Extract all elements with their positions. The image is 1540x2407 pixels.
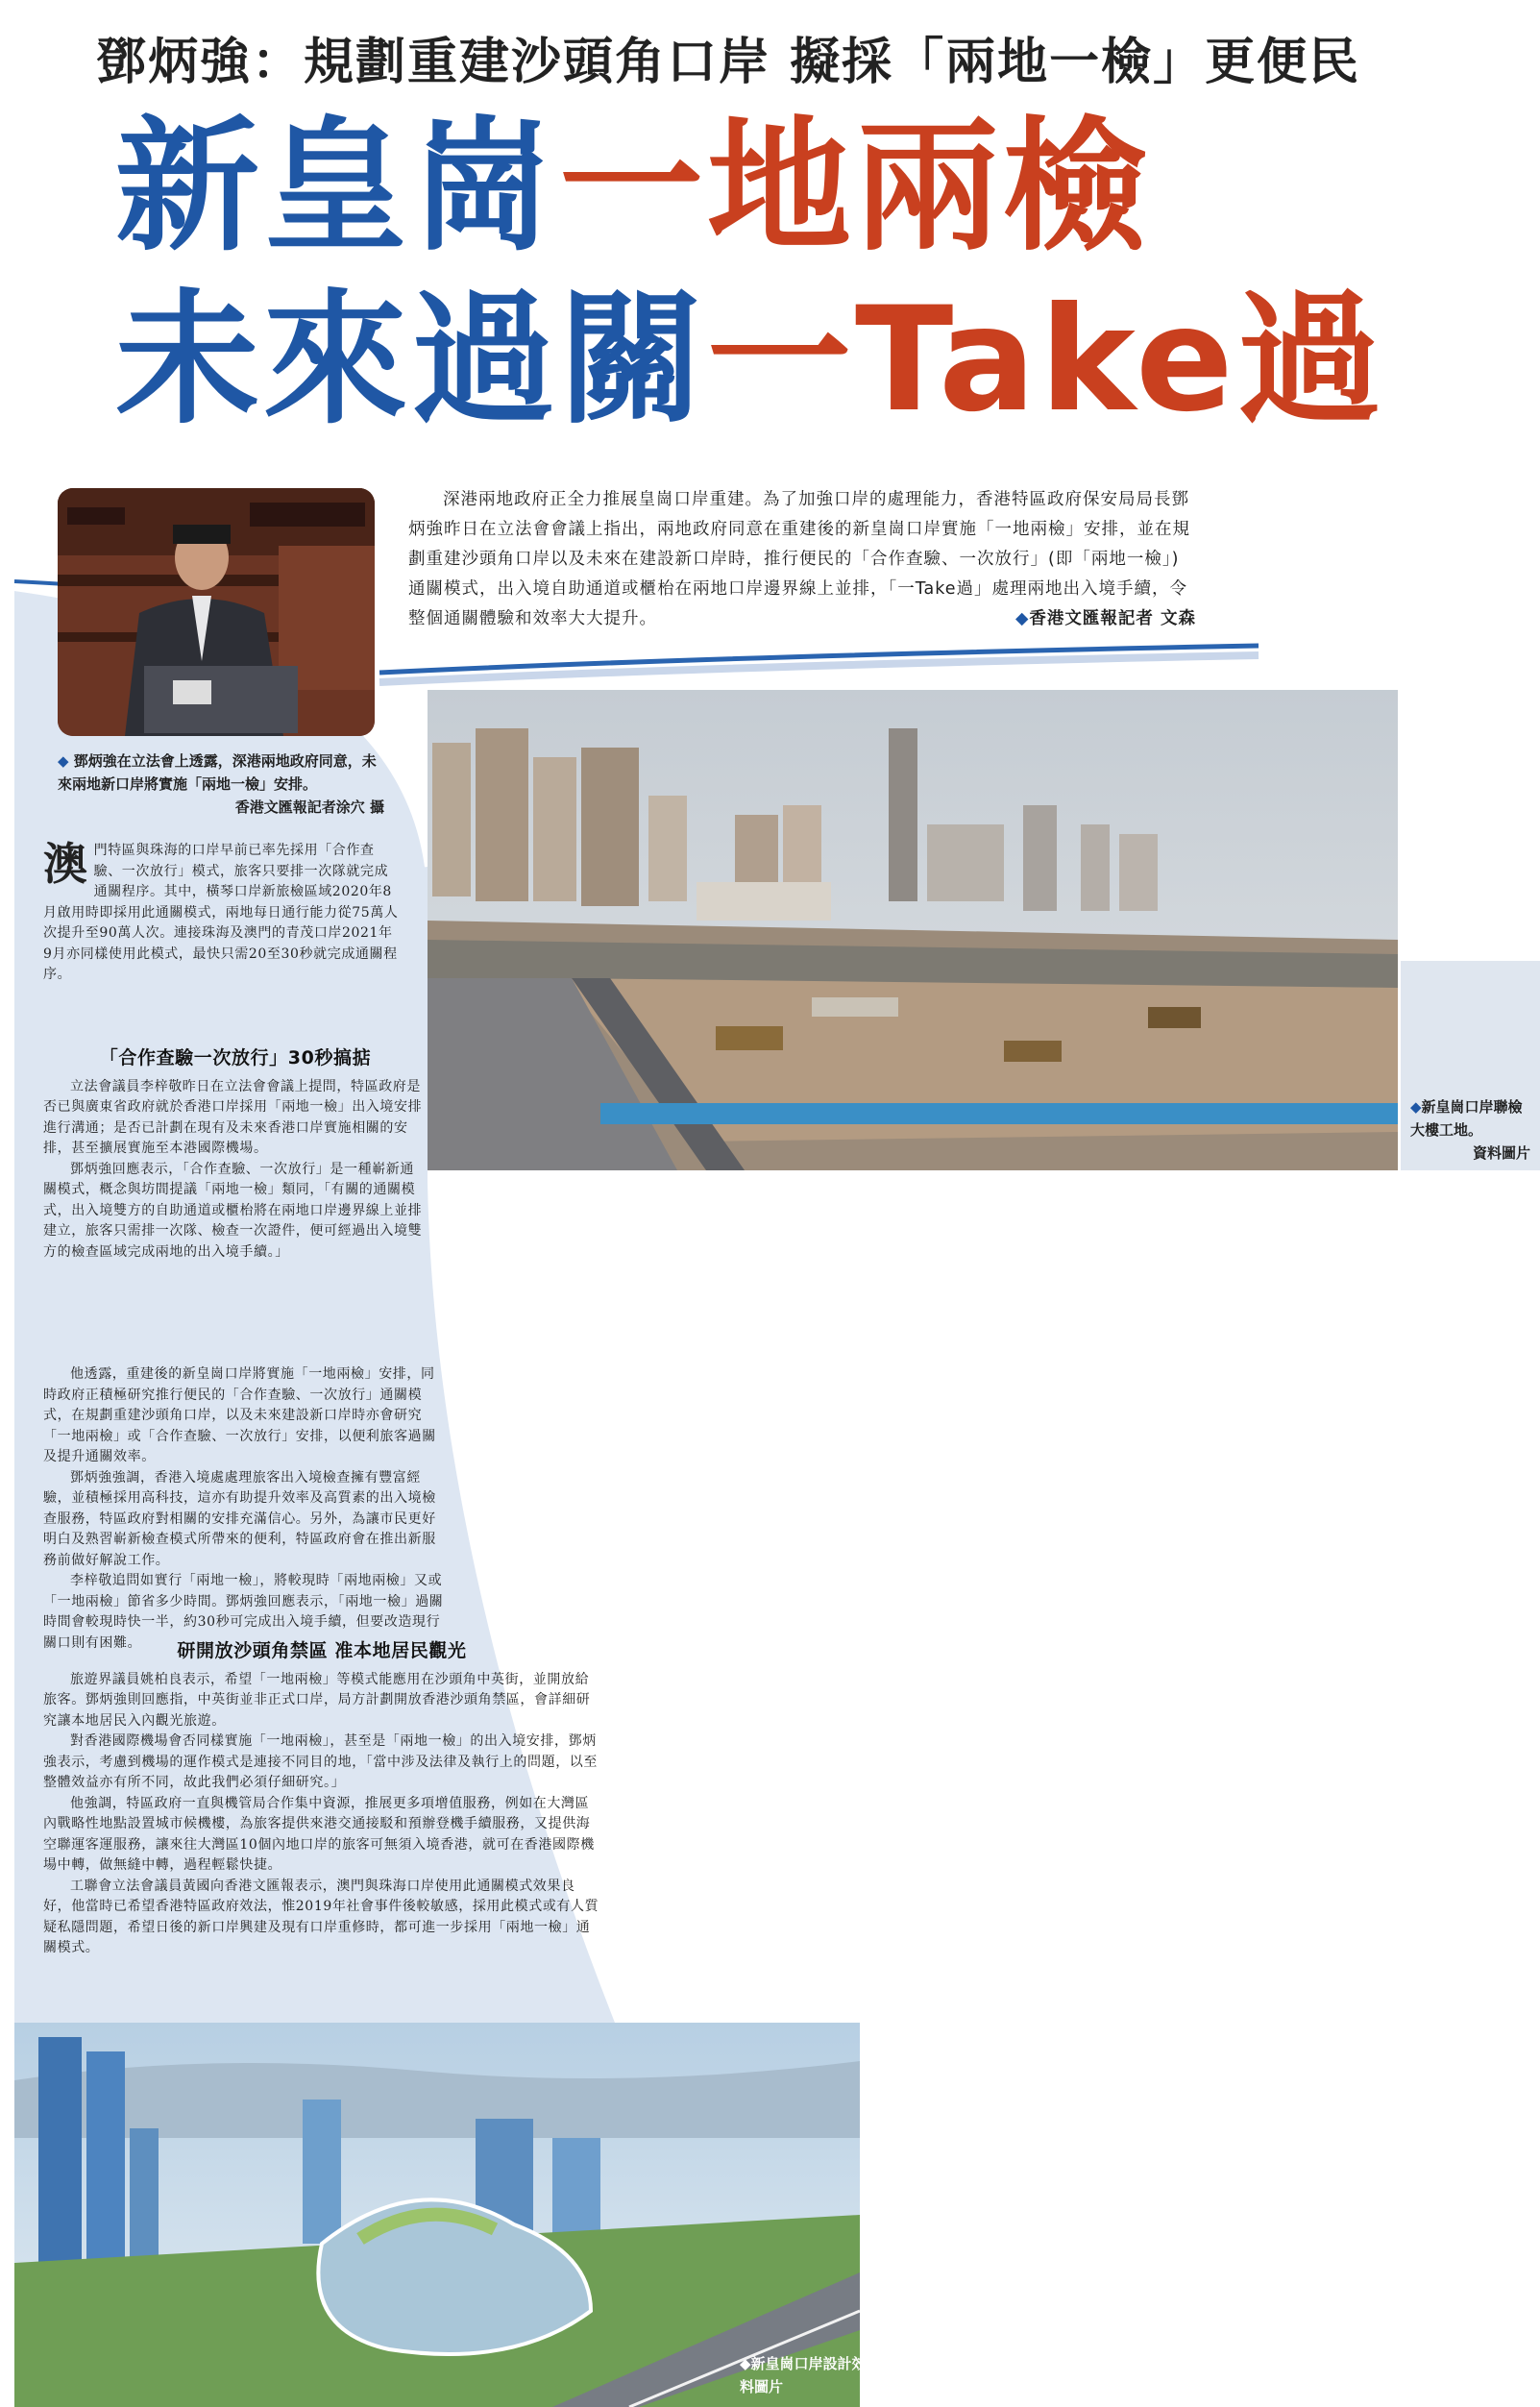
article-paragraph-7: 旅遊界議員姚柏良表示，希望「一地兩檢」等模式能應用在沙頭角中英街，並開放給旅客。鄧炳強則回應指，中英街並非正式口岸，局方計劃開放香港沙頭角禁區，會詳細研究讓本地居民入內觀光旅遊。 <box>43 1671 591 1729</box>
headline-line-1-red: 一地兩檢 <box>559 104 1152 271</box>
byline <box>981 604 1196 634</box>
kicker-headline: 鄧炳強：規劃重建沙頭角口岸 擬採「兩地一檢」更便民 <box>96 34 1361 91</box>
byline-mark: ◆ <box>1014 609 1030 628</box>
article-paragraph-1-text: 門特區與珠海的口岸早前已率先採用「合作查驗、一次放行」模式，旅客只要排一次隊就完成通關程序。其中，橫琴口岸新旅檢區域2020年8月啟用時即採用此通關模式，兩地每日通行能力從75萬人次提升至90萬人次。連接珠海及澳門的青茂口岸2021年9月亦同樣使用此模式，最快只需20至30秒就完成通關程序。 <box>43 843 399 982</box>
article-paragraph-2: 立法會議員李梓敬昨日在立法會會議上提問，特區政府是否已與廣東省政府就於香港口岸採用「兩地一檢」出入境安排進行溝通；是否已計劃在現有及未來香港口岸實施相關的安排，甚至擴展實施至本港國際機場。 <box>43 1078 423 1156</box>
headline-line-1-blue: 新皇崗 <box>115 104 560 271</box>
lead-text: 深港兩地政府正全力推展皇崗口岸重建。為了加強口岸的處理能力，香港特區政府保安局局長鄧炳強昨日在立法會會議上指出，兩地政府同意在重建後的新皇崗口岸實施「一地兩檢」安排，並在規劃重建沙頭角口岸以及未來在建設新口岸時，推行便民的「合作查驗、一次放行」(即「兩地一檢」)通關模式，出入境自助通道或櫃枱在兩地口岸邊界線上並排，「一Take過」處理兩地出入境手續，令整個通關體驗和效率大大提升。 <box>408 490 1190 628</box>
subhead-1: 「合作查驗一次放行」30秒搞掂 <box>99 1047 372 1068</box>
caption-site <box>1410 1095 1530 1165</box>
caption-lawmaker-text: 鄧炳強在立法會上透露，深港兩地政府同意，未來兩地新口岸將實施「兩地一檢」安排。 <box>58 752 377 793</box>
caption-rendering-text: 新皇崗口岸設計效果圖。 <box>750 2355 910 2372</box>
byline-text: 香港文匯報記者 文森 <box>1029 609 1196 628</box>
caption-site-credit: 資料圖片 <box>1472 1144 1530 1162</box>
photo-lawmaker <box>58 488 375 736</box>
article-paragraph-4: 他透露，重建後的新皇崗口岸將實施「一地兩檢」安排，同時政府正積極研究推行便民的「合作查驗、一次放行」通關模式，在規劃重建沙頭角口岸，以及未來建設新口岸時亦會研究「一地兩檢」或「合作查驗、一次放行」安排，以便利旅客過關及提升通關效率。 <box>43 1366 436 1464</box>
article-section-4 <box>43 1633 600 1959</box>
headline-line-2-red: 一Take過 <box>707 277 1385 444</box>
article-paragraph-6: 李梓敬追問如實行「兩地一檢」，將較現時「兩地兩檢」又或「一地兩檢」節省多少時間。鄧炳強回應表示，「兩地一檢」過關時間會較現時快一半，約30秒可完成出入境手續，但要改造現行關口則有困難。 <box>43 1573 444 1651</box>
photo-design-rendering-illustration <box>14 2023 860 2407</box>
caption-rendering-credit: 資料圖片 <box>740 2355 929 2395</box>
headline-line-2-blue: 未來過關 <box>115 277 708 444</box>
caption-site-mark: ◆ <box>1410 1098 1422 1116</box>
photo-construction-site-illustration <box>428 690 1398 1170</box>
caption-lawmaker-mark: ◆ <box>58 752 69 770</box>
article-section-3 <box>43 1364 447 1654</box>
headline-line-2 <box>115 279 1385 442</box>
caption-rendering <box>740 2352 932 2398</box>
lead-paragraph <box>408 485 1196 634</box>
caption-rendering-mark: ◆ <box>740 2355 751 2372</box>
article-section-2 <box>43 1041 428 1263</box>
article-paragraph-9: 他強調，特區政府一直與機管局合作集中資源，推展更多項增值服務，例如在大灣區內戰略性地點設置城市候機樓，為旅客提供來港交通接駁和預辦登機手續服務，又提供海空聯運客運服務，讓來往大灣區10個內地口岸的旅客可無須入境香港，就可在香港國際機場中轉，做無縫中轉，過程輕鬆快捷。 <box>43 1795 595 1873</box>
article-paragraph-1 <box>43 838 399 986</box>
headline-line-1 <box>115 106 1151 269</box>
article-paragraph-10: 工聯會立法會議員黃國向香港文匯報表示，澳門與珠海口岸使用此通關模式效果良好，他當時已希望香港特區政府效法，惟2019年社會事件後較敏感，採用此模式或有人質疑私隱問題，希望日後的新口岸興建及現有口岸重修時，都可進一步採用「兩地一檢」通關模式。 <box>43 1878 599 1955</box>
photo-construction-site <box>428 690 1398 1170</box>
subhead-2: 研開放沙頭角禁區 准本地居民觀光 <box>177 1640 467 1661</box>
caption-lawmaker <box>58 749 384 819</box>
article-paragraph-5: 鄧炳強強調，香港入境處處理旅客出入境檢查擁有豐富經驗，並積極採用高科技，這亦有助提升效率及高質素的出入境檢查服務，特區政府對相關的安排充滿信心。另外，為讓市民更好明白及熟習嶄新檢查模式所帶來的便利，特區政府會在推出新服務前做好解說工作。 <box>43 1469 436 1568</box>
caption-site-text: 新皇崗口岸聯檢大樓工地。 <box>1410 1098 1523 1139</box>
caption-lawmaker-credit: 香港文匯報記者涂穴 攝 <box>234 798 384 816</box>
dropcap: 澳 <box>43 838 88 890</box>
photo-lawmaker-illustration <box>58 488 375 736</box>
photo-design-rendering <box>14 2023 860 2407</box>
article-paragraph-3: 鄧炳強回應表示，「合作查驗、一次放行」是一種嶄新通關模式，概念與坊間提議「兩地一檢」類同，「有關的通關模式，出入境雙方的自助通道或櫃枱將在兩地口岸邊界線上並排建立，旅客只需排一次隊、檢查一次證件，便可經過出入境雙方的檢查區域完成兩地的出入境手續。」 <box>43 1161 423 1260</box>
article-section-1 <box>43 838 399 986</box>
article-paragraph-8: 對香港國際機場會否同樣實施「一地兩檢」，甚至是「兩地一檢」的出入境安排，鄧炳強表示，考慮到機場的運作模式是連接不同目的地，「當中涉及法律及執行上的問題，以至整體效益亦有所不同，故此我們必須仔細研究。」 <box>43 1733 598 1790</box>
